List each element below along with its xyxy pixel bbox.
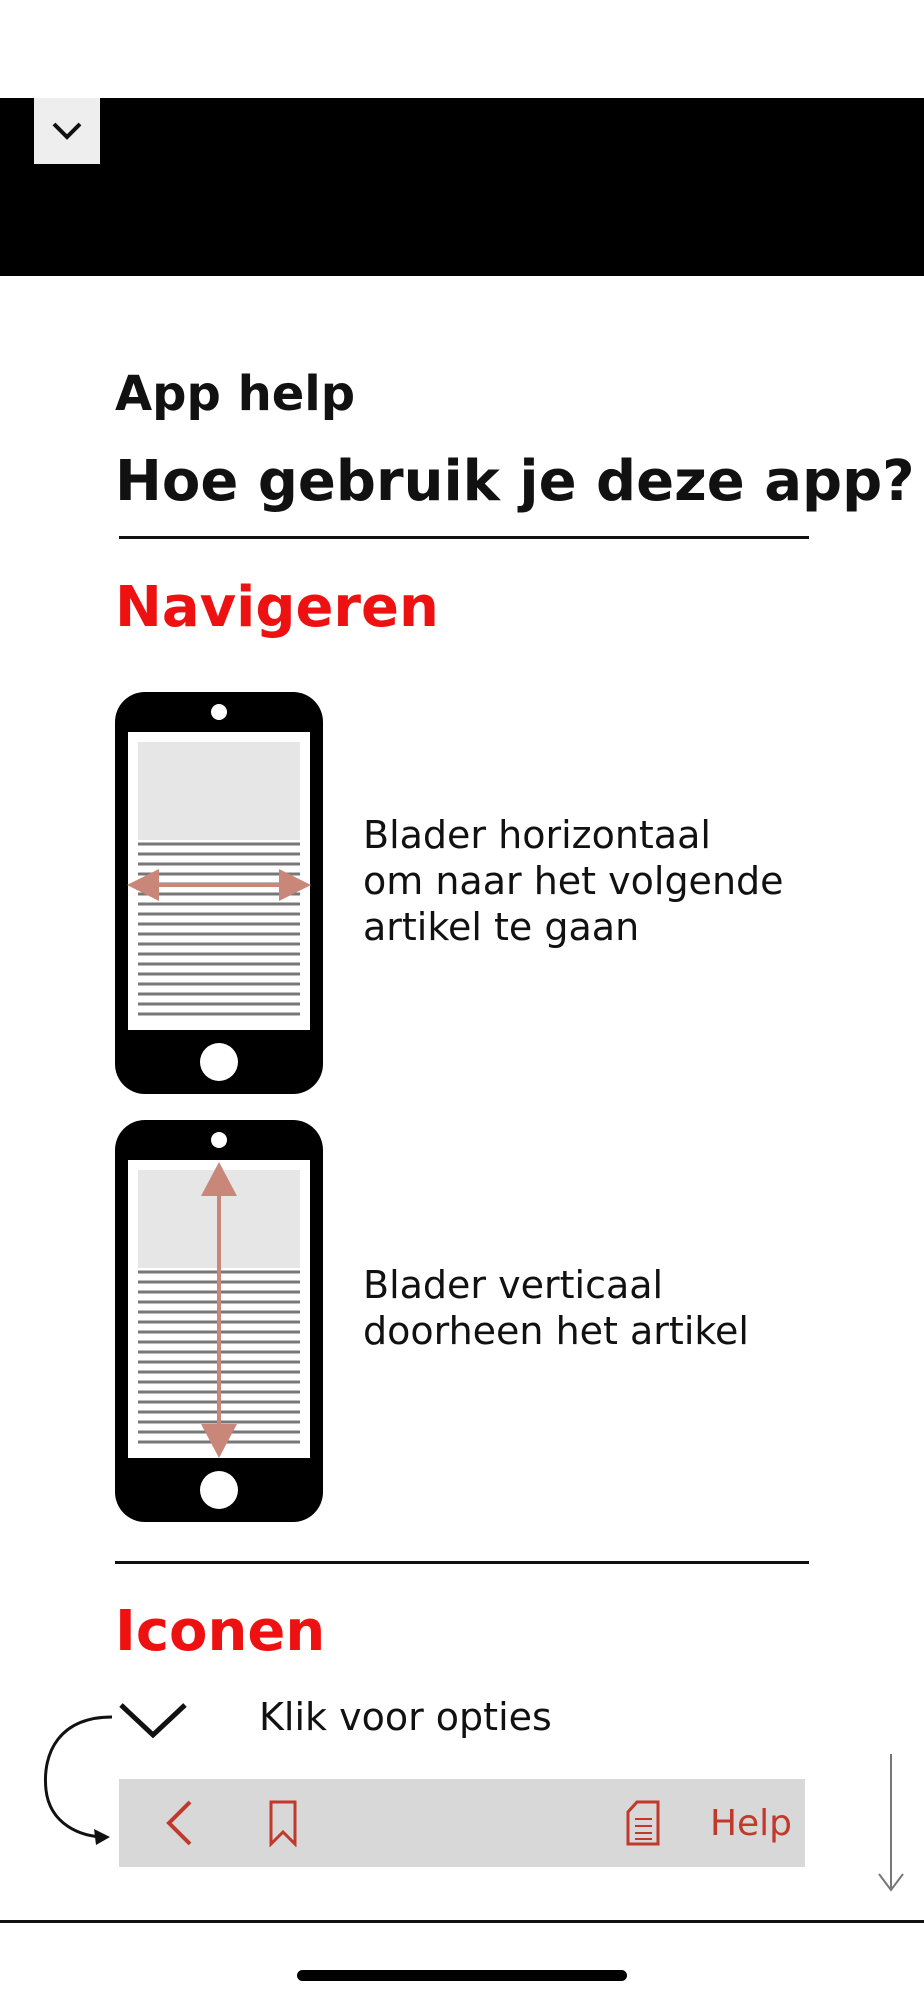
section-heading-navigate: Navigeren <box>115 575 439 640</box>
bookmark-icon <box>268 1799 298 1847</box>
curved-arrow-icon <box>40 1712 120 1847</box>
scroll-down-arrow-icon <box>876 1752 906 1894</box>
description-line: om naar het volgende <box>363 859 784 903</box>
description-line: doorheen het artikel <box>363 1309 749 1353</box>
chevron-left-icon <box>164 1799 194 1847</box>
title-divider <box>119 536 809 539</box>
help-label: App help <box>115 366 356 422</box>
description-line: Blader verticaal <box>363 1263 664 1307</box>
chevron-down-icon <box>117 1701 189 1741</box>
horizontal-swipe-description <box>363 812 784 950</box>
document-icon <box>625 1799 661 1847</box>
home-indicator[interactable] <box>297 1970 627 1981</box>
bottom-divider <box>0 1920 924 1923</box>
help-button-label: Help <box>709 1802 793 1844</box>
document-button[interactable] <box>621 1797 665 1849</box>
top-header-bar <box>0 98 924 276</box>
page-title: Hoe gebruik je deze app? <box>115 449 915 514</box>
chevron-down-icon <box>50 120 84 142</box>
phone-vertical-swipe-icon <box>115 1120 323 1522</box>
collapse-button[interactable] <box>34 98 100 164</box>
description-line: artikel te gaan <box>363 905 640 949</box>
section-heading-icons: Iconen <box>115 1599 326 1664</box>
help-button[interactable] <box>709 1797 793 1849</box>
vertical-swipe-description <box>363 1262 749 1354</box>
bookmark-button[interactable] <box>261 1797 305 1849</box>
back-button[interactable] <box>157 1797 201 1849</box>
example-toolbar <box>119 1779 805 1867</box>
section-divider <box>115 1561 809 1564</box>
description-line: Blader horizontaal <box>363 813 711 857</box>
options-hint-text: Klik voor opties <box>259 1695 552 1739</box>
phone-horizontal-swipe-icon <box>115 692 323 1094</box>
